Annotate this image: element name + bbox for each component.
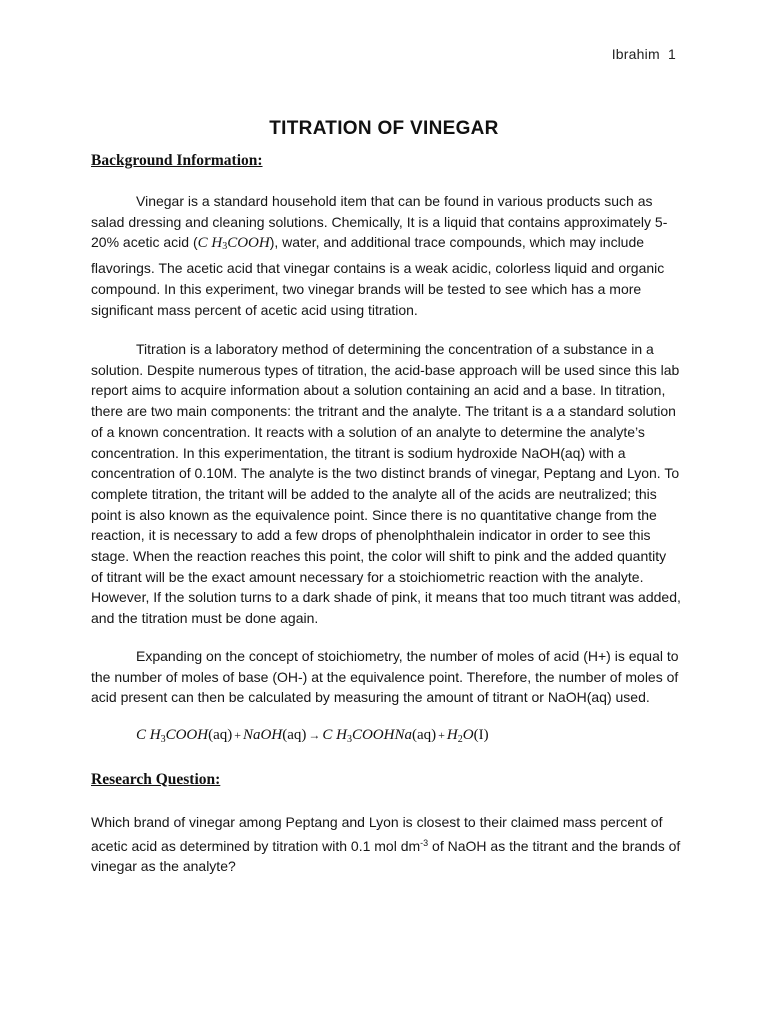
research-question-paragraph [91, 812, 681, 877]
acetic-acid-formula: C $H_3COOH$ [197, 235, 270, 253]
background-heading: Background Information: [91, 152, 263, 169]
research-question-heading: Research Question: [91, 771, 221, 788]
reaction-arrow: → [308, 728, 321, 742]
unit-exponent: -3 [420, 837, 429, 848]
background-paragraph-3 [91, 646, 681, 708]
background-paragraph-2 [91, 339, 681, 629]
running-header [560, 46, 676, 62]
paragraph-2-text: Titration is a laboratory method of determining the concentration of a substance in a solution. Despite numerous types of titration, the acid-base approach will be used since this lab report aims to acquire information about a solution containing an acid and a base. In titration, there are two main components: the tritrant and the analyte. The tritant is a a standard solution of a known concentration. It reacts with a solution of an analyte to determine the analyte’s concentration. In this experimentation, the titrant is sodium hydroxide NaOH(aq) with a concentration of 0.10M. The analyte is the two distinct brands of vinegar, Peptang and Lyon. To complete titration, the tritant will be added to the analyte all of the acids are neutralized; this point is also known as the equivalence point. Since there is no quantitative change from the reaction, it is necessary to add a few drops of phenolphthalein indicator in order to see this stage. When the reaction reaches this point, the color will shift to pink and the added quantity of titrant will be the exact amount necessary for a stoichiometric reaction with the analyte. However, If the solution turns to a dark shade of pink, it means that too much titrant was added, and the titration must be done again. [91, 341, 681, 627]
background-paragraph-1 [91, 191, 681, 320]
research-question-text-a: Which brand of vinegar among Peptang and Lyon is closest to their claimed mass percent of acetic acid as determined by titration with 0.1 mol dm [91, 814, 663, 854]
reaction-equation: C $H_3COOH(aq)$ + NaOH(aq) → C $H_3COOHNa(aq) + H_2O(I)$ [136, 727, 489, 745]
page-number: 1 [668, 46, 676, 62]
paragraph-1-text-b: ), water, and additional trace compounds, which may include flavorings. The acetic acid that vinegar contains is a weak acidic, colorless liquid and organic compound. In this experiment, two vinegar brands will be tested to see which has a more significant mass percent of acetic acid using titration. [91, 234, 665, 318]
author-name: Ibrahim [611, 46, 660, 62]
paragraph-3-text: Expanding on the concept of stoichiometry, the number of moles of acid (H+) is equal to the number of moles of base (OH-) at the equivalence point. Therefore, the number of moles of acid present can then be calculated by measuring the amount of titrant or NaOH(aq) used. [91, 648, 679, 706]
research-question-text-b: of NaOH as the titrant and the brands of vinegar as the analyte? [91, 837, 681, 875]
document-title: TITRATION OF VINEGAR [269, 118, 499, 139]
paragraph-1-text-a: Vinegar is a standard household item that can be found in various products such as salad dressing and cleaning solutions. Chemically, It is a liquid that contains approximately 5-20% acetic acid ( [91, 193, 668, 251]
